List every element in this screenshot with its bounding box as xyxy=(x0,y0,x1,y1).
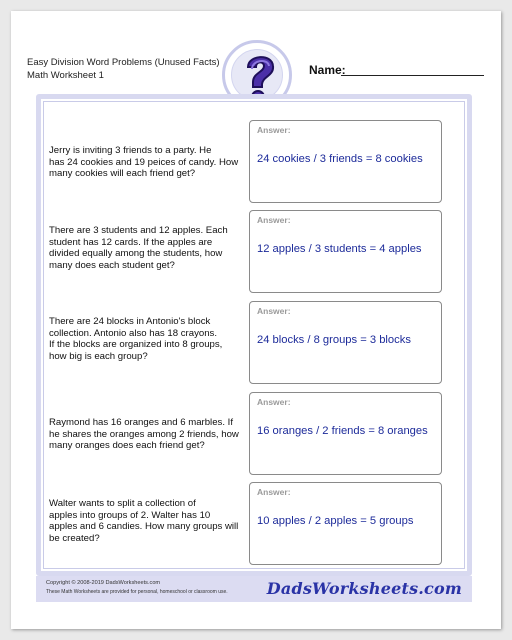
answer-label: Answer: xyxy=(257,487,291,497)
problem-line: many does each student get? xyxy=(49,259,175,271)
problem-text xyxy=(49,316,239,362)
problem-line: apples into groups of 2. Walter has 10 xyxy=(49,509,211,521)
problem-line: student has 12 cards. If the apples are xyxy=(49,236,213,248)
problem-line: There are 24 blocks in Antonio's block xyxy=(49,316,211,327)
answer-text: 12 apples / 3 students = 4 apples xyxy=(257,243,422,255)
name-label: Name: xyxy=(309,63,346,77)
problem-line: apples and 6 candies. How many groups will xyxy=(49,521,239,533)
page-footer xyxy=(36,576,472,602)
problem-line: If the blocks are organized into 8 groups, xyxy=(49,339,223,351)
problem-line: collection. Antonio also has 18 crayons. xyxy=(49,327,217,339)
worksheet-subtitle: Math Worksheet 1 xyxy=(27,70,104,81)
answer-text: 10 apples / 2 apples = 5 groups xyxy=(257,515,414,527)
worksheet-title: Easy Division Word Problems (Unused Facts) xyxy=(27,57,220,68)
answer-label: Answer: xyxy=(257,306,291,316)
problem-line: many cookies will each friend get? xyxy=(49,168,196,180)
answer-text: 24 blocks / 8 groups = 3 blocks xyxy=(257,334,411,346)
answer-text: 16 oranges / 2 friends = 8 oranges xyxy=(257,425,428,437)
answer-text: 24 cookies / 3 friends = 8 cookies xyxy=(257,153,423,165)
problem-text xyxy=(49,145,239,180)
answer-box[interactable] xyxy=(249,301,442,384)
problem-line: be created? xyxy=(49,532,100,544)
brand-logo-text: DadsWorksheets.com xyxy=(266,579,462,598)
problem-line: he shares the oranges among 2 friends, how xyxy=(49,428,239,440)
answer-box[interactable] xyxy=(249,482,442,565)
problem-line: Walter wants to split a collection of xyxy=(49,498,196,509)
answer-label: Answer: xyxy=(257,125,291,135)
problem-text xyxy=(49,417,239,452)
problem-text xyxy=(49,225,239,271)
answer-label: Answer: xyxy=(257,215,291,225)
problem-text xyxy=(49,498,239,544)
problem-line: has 24 cookies and 19 peices of candy. How xyxy=(49,156,239,168)
problem-line: Raymond has 16 oranges and 6 marbles. If xyxy=(49,417,233,428)
usage-notice: These Math Worksheets are provided for personal, homeschool or classroom use. xyxy=(46,589,228,595)
problem-line: many oranges does each friend get? xyxy=(49,440,205,452)
problem-line: how big is each group? xyxy=(49,350,148,362)
problem-line: divided equally among the students, how xyxy=(49,248,223,260)
problem-line: There are 3 students and 12 apples. Each xyxy=(49,225,228,236)
copyright-text: Copyright © 2008-2019 DadsWorksheets.com xyxy=(46,580,161,586)
answer-box[interactable] xyxy=(249,392,442,475)
name-field[interactable] xyxy=(341,75,484,76)
answer-box[interactable] xyxy=(249,210,442,293)
answer-label: Answer: xyxy=(257,397,291,407)
problem-line: Jerry is inviting 3 friends to a party. He xyxy=(49,145,212,156)
answer-box[interactable] xyxy=(249,120,442,203)
